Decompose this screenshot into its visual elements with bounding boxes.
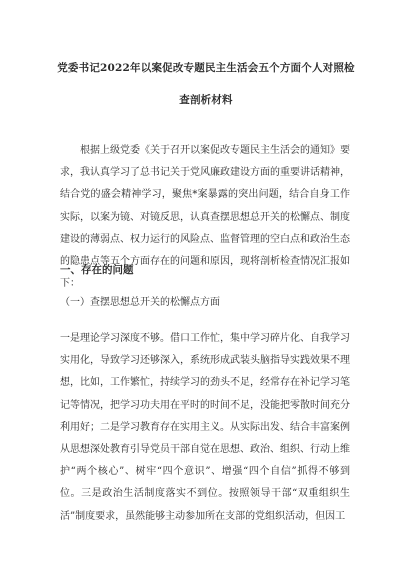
body-paragraph: 一是理论学习深度不够。借口工作忙，集中学习碎片化、自我学习实用化，导致学习还够深入，系统形成武装头脑指导实践效果不理想，比如，工作繁忙，持续学习的劲头不足，经常存在补记学习笔记等情况，把学习功夫用在平时的时间不足，没能把零散时间充分利用好；二是学习教育存在实用主义。从实际出发、结合丰富案例从思想深处教育引导党员干部自觉在思想、政治、组织、行动上维护“两个核心”、树牢“四个意识”、增强“四个自信”抓得不够到位。三是政治生活制度落实不到位。按照领导干部“双重组织生活”制度要求，虽然能够主动参加所在支部的党组织活动，但因工 — [60, 333, 350, 522]
section-heading: 一、存在的问题 — [60, 264, 134, 276]
intro-paragraph: 根据上级党委《关于召开以案促改专题民主生活会的通知》要求，我认真学习了总书记关于党风廉政建设方面的重要讲话精神，结合党的盛会精神学习，聚焦*案暴露的突出问题，结合自身工作实际，以案为镜、对镜反思，认真查摆思想总开关的松懈点、制度建设的薄弱点、权力运行的风险点、监督管理的空白点和政治生态的隐患点等五个方面存在的问题和原因，现将剖析检查情况汇报如下： — [60, 145, 350, 290]
document-title: 党委书记2022年以案促改专题民主生活会五个方面个人对照检查剖析材料 — [57, 62, 355, 106]
subsection-heading: （一）查摆思想总开关的松懈点方面 — [60, 297, 220, 308]
